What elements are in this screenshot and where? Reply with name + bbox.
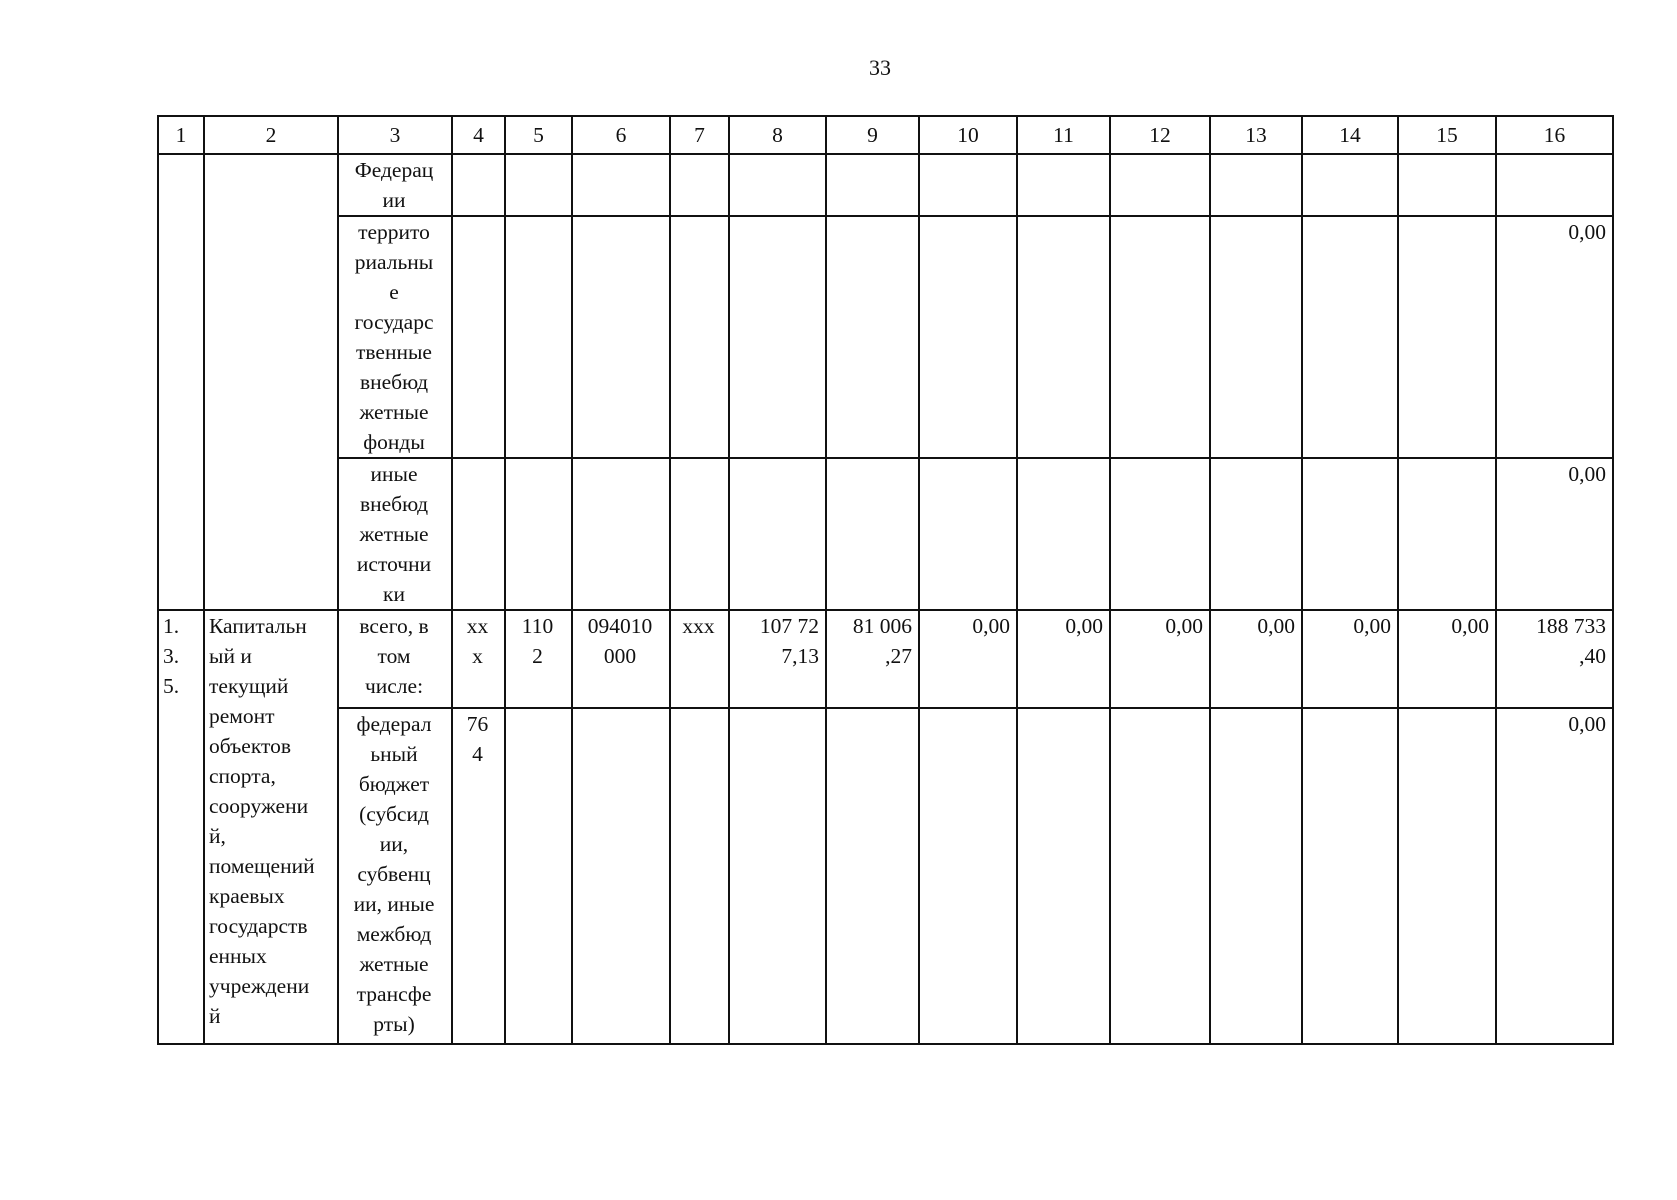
table-cell <box>1110 458 1210 610</box>
table-cell <box>1210 154 1302 216</box>
table-cell <box>729 154 826 216</box>
table-row <box>158 216 1613 458</box>
column-header-15: 15 <box>1398 116 1496 154</box>
column-header-10: 10 <box>919 116 1017 154</box>
table-cell: 0,00 <box>1398 610 1496 708</box>
table-cell <box>505 458 572 610</box>
table-row <box>158 708 1613 1044</box>
column-header-12: 12 <box>1110 116 1210 154</box>
table-cell <box>1110 708 1210 1044</box>
table-cell <box>1110 216 1210 458</box>
table-cell <box>1210 216 1302 458</box>
table-cell <box>670 708 729 1044</box>
table-cell <box>505 154 572 216</box>
table-cell: ххх <box>670 610 729 708</box>
column-header-16: 16 <box>1496 116 1613 154</box>
table-cell <box>729 216 826 458</box>
table-cell: 110 2 <box>505 610 572 708</box>
table-cell <box>826 708 919 1044</box>
table-cell <box>1398 458 1496 610</box>
table-cell: 0,00 <box>1302 610 1398 708</box>
table-cell <box>1017 216 1110 458</box>
funding-source-cell: Федерац ии <box>338 154 452 216</box>
table-cell <box>452 216 505 458</box>
table-cell <box>919 154 1017 216</box>
table-cell <box>1398 216 1496 458</box>
table-cell <box>1302 708 1398 1044</box>
table-row <box>158 610 1613 708</box>
table-cell <box>1210 458 1302 610</box>
table-cell: 0,00 <box>919 610 1017 708</box>
table-cell <box>826 216 919 458</box>
table-cell <box>1302 154 1398 216</box>
table-cell <box>505 216 572 458</box>
column-header-14: 14 <box>1302 116 1398 154</box>
column-header-8: 8 <box>729 116 826 154</box>
table-cell <box>1017 708 1110 1044</box>
table-cell <box>1398 154 1496 216</box>
table-cell <box>1398 708 1496 1044</box>
funding-source-cell: террито риальны е государс твенные внебюд жетные фонды <box>338 216 452 458</box>
table-cell <box>452 458 505 610</box>
table-cell: 0,00 <box>1017 610 1110 708</box>
column-header-9: 9 <box>826 116 919 154</box>
total-cell: 0,00 <box>1496 708 1613 1044</box>
table-cell <box>670 216 729 458</box>
table-cell: 094010 000 <box>572 610 670 708</box>
funding-source-cell: всего, в том числе: <box>338 610 452 708</box>
item-index-cell: 1. 3. 5. <box>158 610 204 1044</box>
column-header-4: 4 <box>452 116 505 154</box>
column-header-6: 6 <box>572 116 670 154</box>
table-cell <box>670 154 729 216</box>
column-header-5: 5 <box>505 116 572 154</box>
budget-table <box>157 115 1614 1045</box>
total-cell: 0,00 <box>1496 458 1613 610</box>
table-row <box>158 154 1613 216</box>
table-cell <box>204 154 338 610</box>
table-cell <box>919 216 1017 458</box>
table-cell: хх х <box>452 610 505 708</box>
table-cell <box>919 708 1017 1044</box>
column-header-2: 2 <box>204 116 338 154</box>
table-cell: 0,00 <box>1210 610 1302 708</box>
table-cell <box>572 154 670 216</box>
table-cell <box>572 216 670 458</box>
table-cell <box>1017 154 1110 216</box>
column-header-7: 7 <box>670 116 729 154</box>
table-cell <box>572 708 670 1044</box>
table-cell <box>670 458 729 610</box>
table-cell <box>826 154 919 216</box>
table-cell <box>1302 458 1398 610</box>
table-cell <box>505 708 572 1044</box>
table-cell: 0,00 <box>1110 610 1210 708</box>
table-cell <box>452 154 505 216</box>
table-cell <box>919 458 1017 610</box>
column-header-1: 1 <box>158 116 204 154</box>
table-cell: 76 4 <box>452 708 505 1044</box>
table-cell <box>572 458 670 610</box>
table-cell: 81 006 ,27 <box>826 610 919 708</box>
table-cell: 107 72 7,13 <box>729 610 826 708</box>
table-cell <box>1302 216 1398 458</box>
table-cell <box>158 154 204 610</box>
table-cell <box>1110 154 1210 216</box>
table-cell <box>1210 708 1302 1044</box>
table-row <box>158 458 1613 610</box>
page-number: 33 <box>869 55 891 80</box>
table-cell <box>729 708 826 1044</box>
column-header-13: 13 <box>1210 116 1302 154</box>
funding-source-cell: иные внебюд жетные источни ки <box>338 458 452 610</box>
total-cell <box>1496 154 1613 216</box>
funding-source-cell: федерал ьный бюджет (субсид ии, субвенц ии, иные межбюд жетные трансфе рты) <box>338 708 452 1044</box>
item-name-cell: Капитальн ый и текущий ремонт объектов спорта, сооружени й, помещений краевых государств енных учреждени й <box>204 610 338 1044</box>
column-header-3: 3 <box>338 116 452 154</box>
header-row <box>158 116 1613 154</box>
total-cell: 188 733 ,40 <box>1496 610 1613 708</box>
total-cell: 0,00 <box>1496 216 1613 458</box>
column-header-11: 11 <box>1017 116 1110 154</box>
table-cell <box>1017 458 1110 610</box>
table-cell <box>826 458 919 610</box>
table-cell <box>729 458 826 610</box>
